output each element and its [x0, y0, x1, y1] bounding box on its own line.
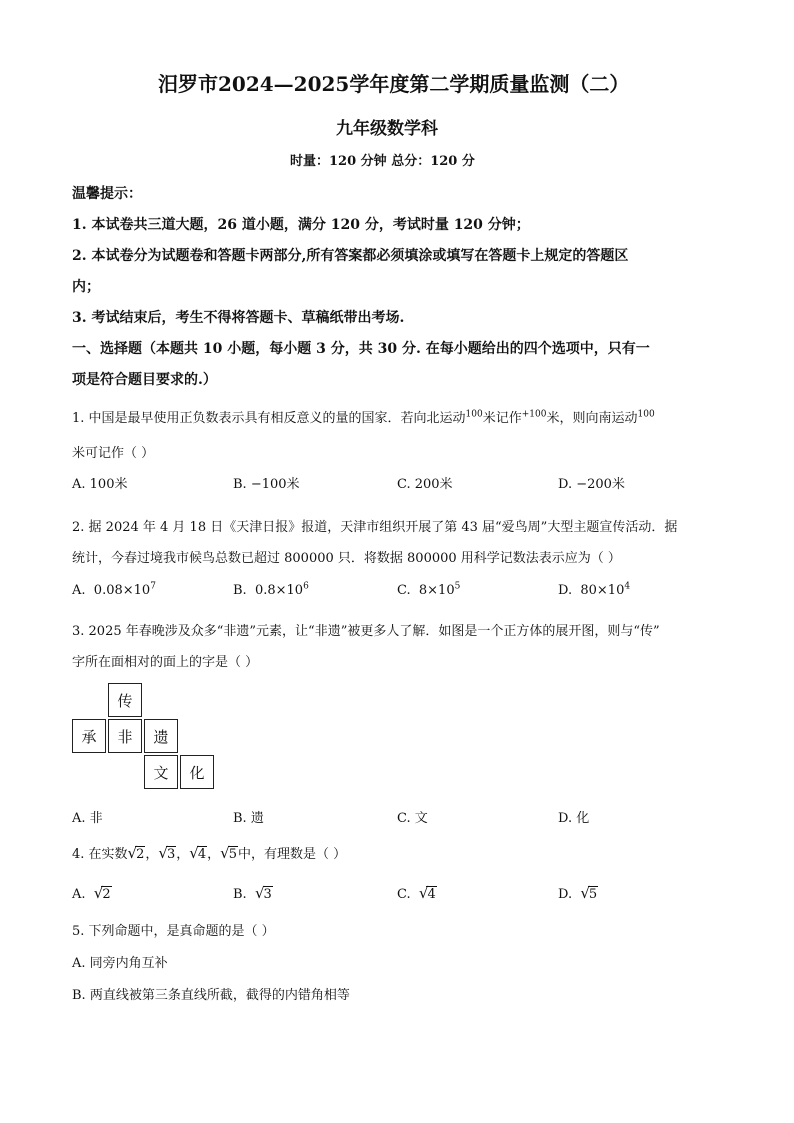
question-1 [72, 407, 655, 426]
q2-option-d-exp: 4 [624, 581, 631, 592]
q4-option-a-radicand: 2 [102, 887, 111, 902]
sqrt-5: √5 [220, 844, 237, 862]
q5-option-b: B. 两直线被第三条直线所截，截得的内错角相等 [72, 988, 350, 1003]
note-2: 2. 本试卷分为试题卷和答题卡两部分,所有答案都必须填涂或填写在答题卡上规定的答题区 [72, 248, 629, 264]
q4-option-b-label: B. [233, 887, 247, 902]
q2-option-d-base: 80×10 [580, 583, 625, 598]
question-3: 3. 2025 年春晚涉及众多“非遗”元素，让“非遗”被更多人了解．如图是一个正方体的展开图，则与“传” [72, 624, 660, 639]
q2-option-a-label: A. [72, 583, 86, 598]
q2-option-d [558, 583, 630, 598]
q4-option-d: D. √5 [558, 884, 598, 902]
net-cell-chuan: 传 [108, 683, 142, 717]
q2-option-c-base: 8×10 [418, 583, 455, 598]
q2-option-c-exp: 5 [454, 581, 461, 592]
net-cell-cheng: 承 [72, 719, 106, 753]
question-2: 2. 据 2024 年 4 月 18 日《天津日报》报道，天津市组织开展了第 43 届“爱鸟周”大型主题宣传活动．据 [72, 520, 678, 535]
q2-option-b-exp: 6 [303, 581, 309, 592]
sqrt-3: √3 [158, 844, 176, 862]
q2-option-c-label: C. [397, 583, 411, 598]
q4-text: 4. 在实数 [72, 847, 128, 862]
question-5: 5. 下列命题中，是真命题的是（ ） [72, 924, 275, 939]
question-4 [72, 843, 346, 862]
net-cell-wen: 文 [144, 755, 178, 789]
q1-option-d: D. −200米 [558, 477, 625, 492]
exam-meta: 时量：120 分钟 总分：120 分 [290, 154, 475, 169]
sqrt-4: √4 [189, 844, 207, 862]
q1-option-c: C. 200米 [397, 477, 453, 492]
q1-num-3: 100 [637, 409, 655, 420]
q4-option-c: C. √4 [397, 884, 436, 902]
q4-option-a-label: A. [72, 887, 86, 902]
q1-option-a: A. 100米 [72, 477, 128, 492]
section-heading: 一、选择题（本题共 10 小题，每小题 3 分，共 30 分. 在每小题给出的四个选项中，只有一 [72, 341, 650, 357]
notes-heading: 温馨提示： [72, 186, 142, 202]
q1-text: 1. 中国是最早使用正负数表示具有相反意义的量的国家．若向北运动 [72, 411, 466, 426]
q1-text-3: 米，则向南运动 [546, 411, 638, 426]
q1-num-1: 100 [465, 409, 483, 420]
q4-text-2: 中，有理数是（ ） [237, 847, 347, 862]
q4-option-d-radicand: 5 [588, 887, 598, 902]
note-1: 1. 本试卷共三道大题，26 道小题，满分 120 分，考试时量 120 分钟； [72, 217, 530, 233]
question-1-cont: 米可记作（ ） [72, 446, 155, 461]
q2-option-c [397, 583, 460, 598]
q3-option-d: D. 化 [558, 811, 590, 826]
q4-sep-3: ， [207, 847, 221, 862]
sqrt-3-radicand: 3 [166, 847, 176, 862]
sqrt-2-radicand: 2 [136, 847, 145, 862]
question-3-cont: 字所在面相对的面上的字是（ ） [72, 655, 259, 670]
note-2-cont: 内； [72, 279, 100, 295]
question-2-cont: 统计，今春过境我市候鸟总数已超过 800000 只．将数据 800000 用科学记数法表示应为（ ） [72, 551, 621, 566]
q1-num-2: +100 [521, 409, 547, 420]
q2-option-b-label: B. [233, 583, 247, 598]
q3-option-b: B. 遗 [233, 811, 264, 826]
q3-option-a: A. 非 [72, 811, 103, 826]
q2-option-d-label: D. [558, 583, 573, 598]
q3-option-c: C. 文 [397, 811, 428, 826]
sqrt-2: √2 [127, 844, 145, 862]
q4-option-c-radicand: 4 [427, 887, 436, 902]
sqrt-4-radicand: 4 [197, 847, 207, 862]
q5-option-a: A. 同旁内角互补 [72, 956, 168, 971]
q2-option-a [72, 583, 156, 598]
q2-option-a-base: 0.08×10 [93, 583, 151, 598]
section-heading-cont: 项是符合题目要求的.） [72, 372, 217, 388]
q2-option-b [233, 583, 309, 598]
sqrt-5-radicand: 5 [228, 847, 237, 862]
net-cell-hua: 化 [180, 755, 214, 789]
q4-option-a: A. √2 [72, 884, 111, 902]
q2-option-a-exp: 7 [150, 581, 156, 592]
cube-net-figure [72, 683, 222, 793]
q4-sep-2: ， [176, 847, 190, 862]
q4-option-d-label: D. [558, 887, 573, 902]
q4-option-b-radicand: 3 [263, 887, 272, 902]
q4-option-c-label: C. [397, 887, 411, 902]
q2-option-b-base: 0.8×10 [254, 583, 304, 598]
net-cell-yi: 遗 [144, 719, 178, 753]
exam-subtitle: 九年级数学科 [336, 119, 438, 139]
exam-title: 汨罗市2024—2025学年度第二学期质量监测（二） [158, 72, 630, 96]
q1-text-2: 米记作 [482, 411, 522, 426]
note-3: 3. 考试结束后，考生不得将答题卡、草稿纸带出考场. [72, 310, 405, 326]
q4-option-b: B. √3 [233, 884, 272, 902]
q1-option-b: B. −100米 [233, 477, 300, 492]
q4-sep-1: ， [145, 847, 159, 862]
net-cell-fei: 非 [108, 719, 142, 753]
